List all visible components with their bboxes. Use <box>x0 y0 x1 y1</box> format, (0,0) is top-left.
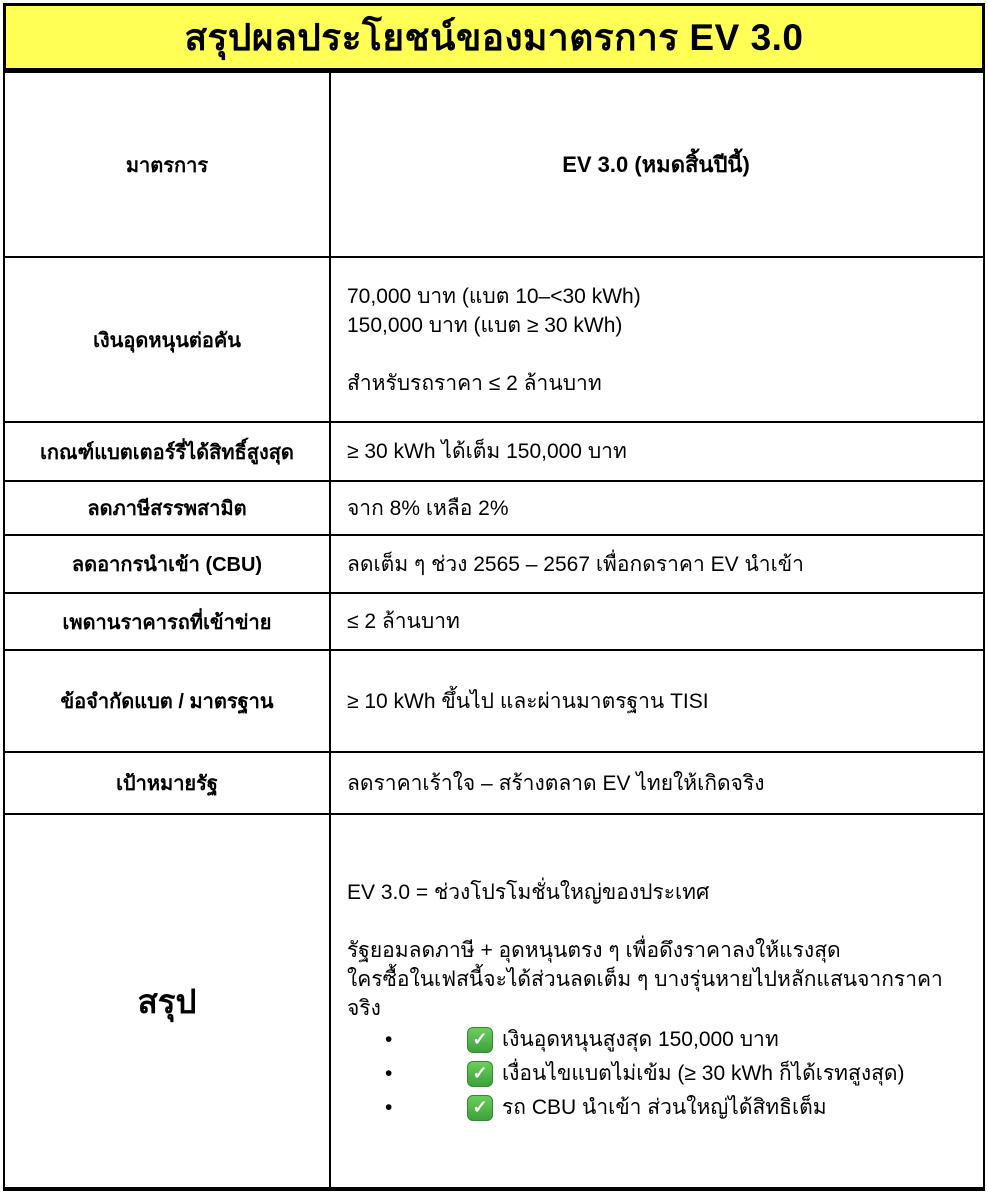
summary-content <box>331 815 983 1187</box>
bullet-text: เงินอุดหนุนสูงสุด 150,000 บาท <box>502 1027 779 1051</box>
table-row-header <box>5 71 983 256</box>
value-line: ≥ 30 kWh ได้เต็ม 150,000 บาท <box>347 440 627 463</box>
row-label: ข้อจำกัดแบต / มาตรฐาน <box>5 651 331 751</box>
bullet-dot: • <box>385 1061 393 1085</box>
value-line: ≥ 10 kWh ขึ้นไป และผ่านมาตรฐาน TISI <box>347 689 709 713</box>
value-line: ลดเต็ม ๆ ช่วง 2565 – 2567 เพื่อกดราคา EV นำเข้า <box>347 552 804 576</box>
table-row-battery-criteria <box>5 421 983 480</box>
row-value <box>331 651 983 751</box>
summary-label: สรุป <box>5 815 331 1187</box>
table-row-summary <box>5 813 983 1187</box>
row-value <box>331 258 983 421</box>
check-mark-icon: ✓ <box>467 1027 493 1053</box>
value-line: สำหรับรถราคา ≤ 2 ล้านบาท <box>347 371 602 395</box>
value-line: ลดราคาเร้าใจ – สร้างตลาด EV ไทยให้เกิดจริง <box>347 771 765 795</box>
summary-bullet <box>347 1091 965 1125</box>
value-line: 70,000 บาท (แบต 10–<30 kWh) <box>347 284 641 308</box>
value-line: ≤ 2 ล้านบาท <box>347 610 460 633</box>
column-header-measure: มาตรการ <box>5 73 331 256</box>
value-line: จาก 8% เหลือ 2% <box>347 496 509 520</box>
value-line: 150,000 บาท (แบต ≥ 30 kWh) <box>347 313 623 337</box>
summary-bullet <box>347 1023 965 1057</box>
summary-paragraphs <box>347 878 965 1023</box>
row-label: เงินอุดหนุนต่อคัน <box>5 258 331 421</box>
table-title-band <box>3 3 985 71</box>
bullet-text: รถ CBU นำเข้า ส่วนใหญ่ได้สิทธิเต็ม <box>502 1095 827 1119</box>
summary-line: ใครซื้อในเฟสนี้จะได้ส่วนลดเต็ม ๆ บางรุ่นหายไปหลักแสนจากราคาจริง <box>347 967 943 1020</box>
check-mark-icon: ✓ <box>467 1095 493 1121</box>
summary-line <box>347 907 965 936</box>
value-line <box>347 340 965 369</box>
row-label: เพดานราคารถที่เข้าข่าย <box>5 594 331 649</box>
row-value <box>331 423 983 480</box>
table-row-battery-standard <box>5 649 983 751</box>
bullet-text: เงื่อนไขแบตไม่เข้ม (≥ 30 kWh ก็ได้เรทสูงสุด) <box>502 1061 905 1085</box>
table-row-excise-tax <box>5 480 983 534</box>
row-label: เป้าหมายรัฐ <box>5 753 331 813</box>
summary-bullet <box>347 1057 965 1091</box>
table-title: สรุปผลประโยชน์ของมาตรการ EV 3.0 <box>184 16 804 58</box>
program-title: EV 3.0 (หมดสิ้นปีนี้) <box>562 152 750 177</box>
row-value <box>331 536 983 592</box>
row-value <box>331 594 983 649</box>
row-label: เกณฑ์แบตเตอร์รี่ได้สิทธิ์สูงสุด <box>5 423 331 480</box>
summary-line: รัฐยอมลดภาษี + อุดหนุนตรง ๆ เพื่อดึงราคาลงให้แรงสุด <box>347 938 841 962</box>
benefits-table <box>3 71 985 1191</box>
table-row-subsidy <box>5 256 983 421</box>
row-label: ลดอากรนำเข้า (CBU) <box>5 536 331 592</box>
table-row-gov-goal <box>5 751 983 813</box>
row-value <box>331 482 983 534</box>
table-row-price-ceiling <box>5 592 983 649</box>
bullet-dot: • <box>385 1027 393 1051</box>
row-value <box>331 753 983 813</box>
check-mark-icon: ✓ <box>467 1061 493 1087</box>
table-row-import-duty <box>5 534 983 592</box>
column-header-program <box>331 73 983 256</box>
row-label: ลดภาษีสรรพสามิต <box>5 482 331 534</box>
bullet-dot: • <box>385 1095 393 1119</box>
summary-line: EV 3.0 = ช่วงโปรโมชั่นใหญ่ของประเทศ <box>347 880 710 904</box>
